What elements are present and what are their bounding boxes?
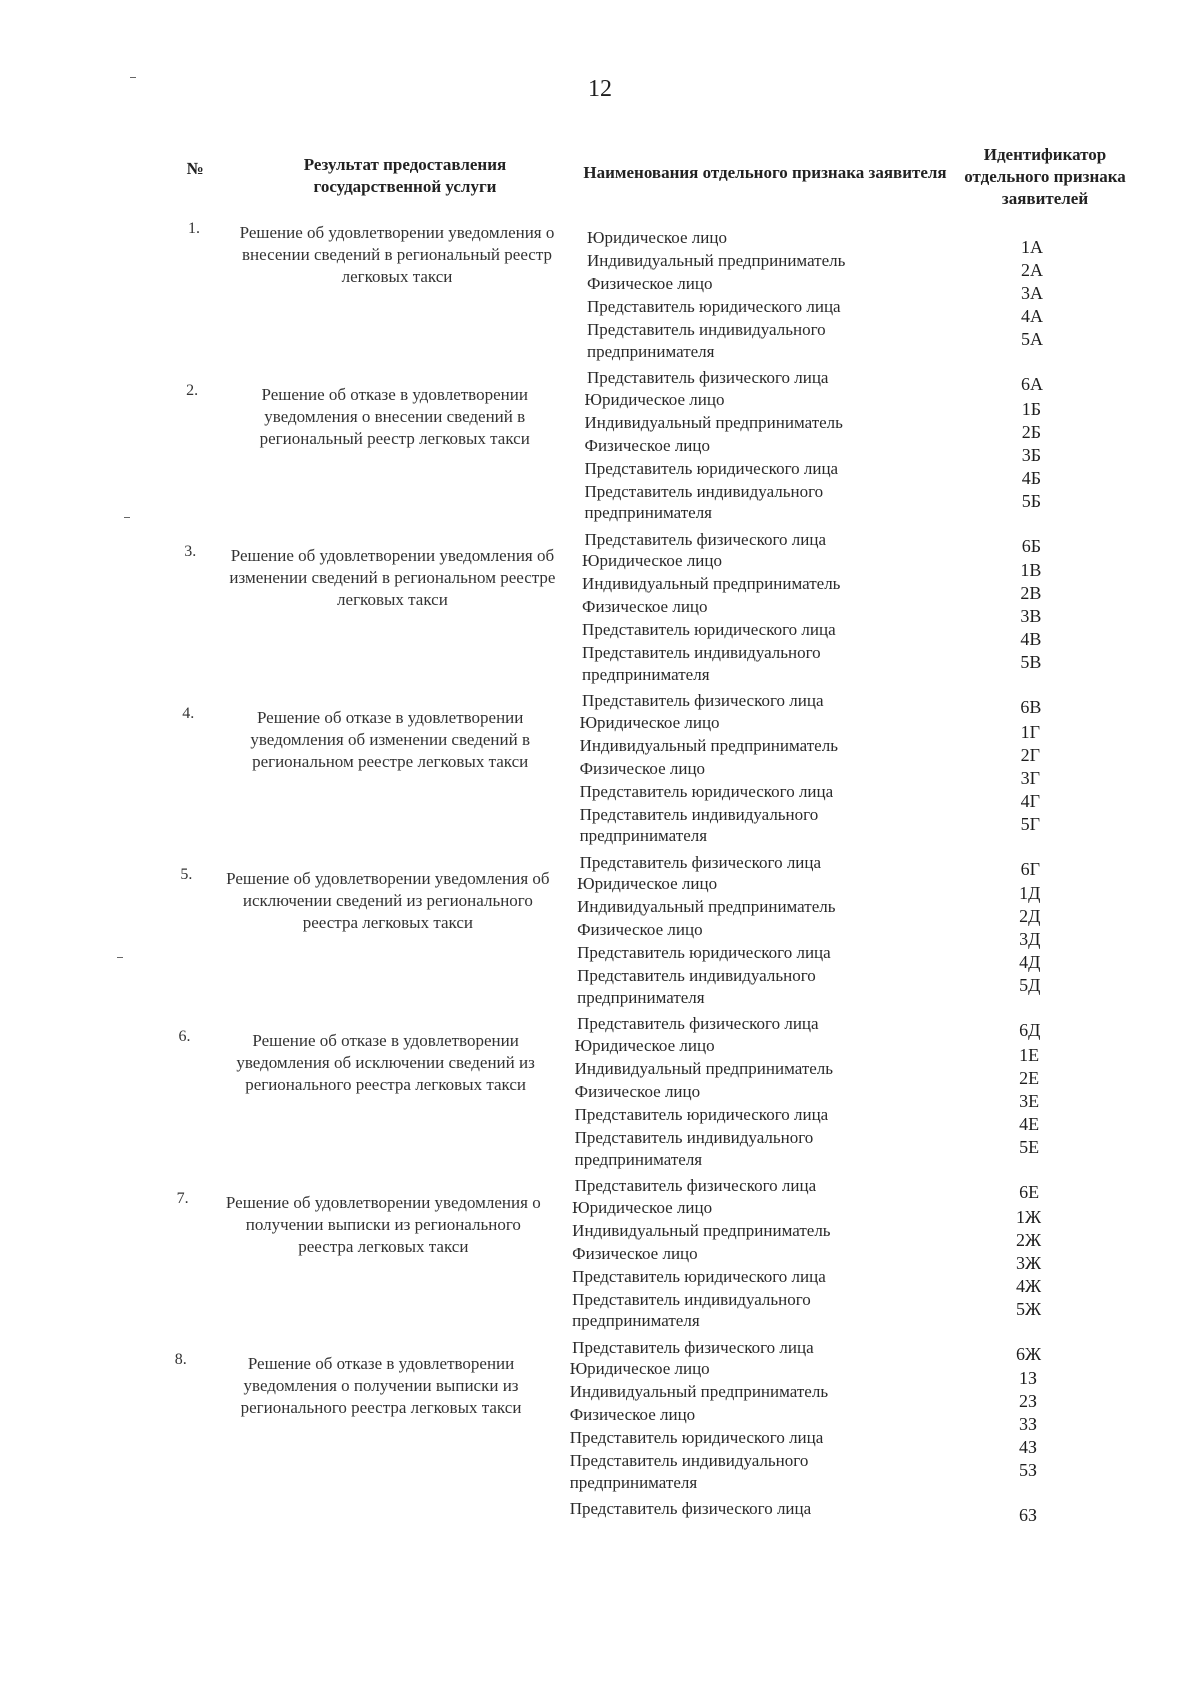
applicant-name: Индивидуальный предприниматель	[574, 1059, 834, 1078]
applicant-identifier: 2Д	[1019, 906, 1041, 927]
applicant-identifier: 3Ж	[1016, 1252, 1042, 1273]
row-number: 8.	[174, 1351, 187, 1369]
applicant-identifier: 1Д	[1019, 883, 1041, 904]
applicant-identifier: 2Ж	[1016, 1229, 1042, 1250]
applicant-name: Представитель индивидуального предпринимателя	[587, 320, 826, 361]
row-number: 4.	[182, 704, 195, 722]
applicant-name: Индивидуальный предприниматель	[582, 574, 841, 594]
result-text: Решение об удовлетворении уведомления о внесении сведений в региональный реестр легковых такси	[239, 223, 555, 286]
applicant-name: Физическое лицо	[582, 597, 708, 617]
applicant-name: Представитель физического лица	[574, 1176, 817, 1195]
applicant-identifier: 4А	[1021, 306, 1043, 326]
applicant-identifier: 3З	[1018, 1414, 1038, 1435]
applicant-name: Представитель физического лица	[582, 691, 824, 711]
applicant-name: Представитель индивидуального предпринимателя	[584, 481, 824, 523]
applicant-identifier: 6Ж	[1016, 1343, 1042, 1364]
applicant-name: Юридическое лицо	[569, 1359, 710, 1379]
applicant-name: Представитель индивидуального предпринимателя	[569, 1451, 809, 1492]
applicant-name: Представитель юридического лица	[577, 943, 831, 963]
row-number: 6.	[178, 1028, 191, 1045]
applicant-identifier: 6В	[1020, 697, 1042, 718]
applicant-identifier: 6Д	[1019, 1020, 1041, 1041]
applicant-identifier: 4Е	[1019, 1114, 1040, 1134]
applicant-name: Представитель юридического лица	[572, 1266, 826, 1286]
scan-mark	[130, 77, 136, 78]
applicant-identifier: 3Д	[1019, 929, 1041, 950]
applicant-name: Представитель индивидуального предпринимателя	[572, 1289, 811, 1331]
applicant-name: Представитель юридического лица	[574, 1105, 829, 1124]
applicant-identifier: 5А	[1021, 329, 1043, 349]
applicant-identifier: 1А	[1021, 237, 1043, 257]
applicant-identifier: 5Д	[1019, 975, 1041, 996]
applicant-name: Физическое лицо	[577, 920, 703, 940]
applicant-identifier: 4Б	[1021, 467, 1042, 488]
row-number: 2.	[186, 381, 199, 399]
applicant-name: Физическое лицо	[587, 274, 713, 293]
applicant-name: Индивидуальный предприниматель	[587, 251, 846, 270]
applicant-identifier: 3Е	[1019, 1091, 1040, 1111]
applicant-name: Представитель юридического лица	[587, 297, 841, 316]
applicant-name: Представитель юридического лица	[582, 620, 836, 640]
applicant-name: Представитель физического лица	[577, 1014, 819, 1034]
scan-mark	[124, 517, 130, 518]
applicant-identifier: 6Г	[1020, 858, 1040, 879]
applicant-identifier: 5З	[1018, 1460, 1038, 1481]
applicant-name: Представитель юридического лица	[569, 1428, 824, 1448]
applicant-name: Представитель физического лица	[569, 1499, 812, 1519]
applicant-identifier: 4Ж	[1016, 1275, 1042, 1296]
applicant-identifier: 4З	[1018, 1437, 1038, 1458]
applicant-identifier: 4В	[1020, 629, 1042, 650]
applicant-name: Представитель физического лица	[587, 368, 829, 387]
applicant-identifier: 2Е	[1019, 1068, 1040, 1088]
applicant-identifier: 5Б	[1021, 490, 1042, 511]
result-text: Решение об отказе в удовлетворении уведомления о получении выписки из регионального реестра легковых такси	[240, 1354, 522, 1418]
applicant-name: Представитель физического лица	[584, 529, 826, 549]
applicant-name: Представитель индивидуального предпринимателя	[582, 643, 821, 684]
applicant-identifier: 5Ж	[1016, 1298, 1042, 1319]
applicant-identifier: 3В	[1020, 606, 1042, 627]
applicant-name: Юридическое лицо	[574, 1036, 715, 1055]
applicant-identifier: 3А	[1021, 283, 1043, 303]
applicant-identifier: 4Г	[1020, 790, 1040, 811]
header-applicant-name: Наименования отдельного признака заявителя	[583, 163, 947, 182]
row-number: 1.	[188, 220, 200, 237]
applicant-identifier: 6Б	[1021, 535, 1042, 556]
applicant-name: Юридическое лицо	[572, 1197, 713, 1217]
page-number: 12	[588, 76, 612, 102]
applicant-identifier: 5Г	[1020, 813, 1040, 834]
result-text: Решение об удовлетворении уведомления об изменении сведений в региональном реестре легковых такси	[229, 546, 556, 610]
applicant-name: Физическое лицо	[584, 435, 710, 455]
applicant-identifier: 2Б	[1021, 421, 1042, 442]
applicant-name: Физическое лицо	[579, 758, 706, 778]
result-text: Решение об удовлетворении уведомления о получении выписки из регионального реестра легковых такси	[225, 1192, 541, 1256]
applicant-identifier: 1Ж	[1016, 1206, 1042, 1227]
applicant-identifier: 3Г	[1020, 767, 1040, 788]
applicant-identifier: 1В	[1020, 560, 1042, 581]
applicant-identifier: 5В	[1020, 652, 1042, 673]
header-number: №	[186, 159, 204, 178]
applicant-identifier: 6А	[1021, 374, 1043, 394]
result-text: Решение об отказе в удовлетворении уведомления об изменении сведений в региональном реестре легковых такси	[250, 707, 530, 771]
applicant-identifier: 5Е	[1019, 1137, 1040, 1157]
header-result: Результат предоставления государственной услуги	[303, 155, 507, 196]
row-number: 7.	[176, 1189, 189, 1207]
applicant-name: Представитель индивидуального предпринимателя	[577, 966, 816, 1007]
applicant-identifier: 1Е	[1019, 1045, 1040, 1065]
applicant-identifier: 2В	[1020, 583, 1042, 604]
header-identifier: Идентификатор отдельного признака заявителей	[964, 145, 1126, 208]
applicant-identifier: 6Е	[1019, 1182, 1040, 1202]
scan-mark	[117, 957, 123, 958]
applicant-name: Представитель индивидуального предпринимателя	[579, 804, 819, 846]
applicant-identifier: 2Г	[1020, 744, 1040, 765]
row-number: 5.	[180, 866, 193, 884]
applicant-identifier: 2З	[1018, 1391, 1038, 1412]
applicant-identifier: 3Б	[1021, 444, 1042, 465]
applicant-identifier: 1Г	[1020, 721, 1040, 742]
applicant-name: Юридическое лицо	[587, 228, 727, 247]
result-text: Решение об отказе в удовлетворении уведомления об исключении сведений из регионального реестра легковых такси	[236, 1031, 535, 1094]
applicant-identifier: 2А	[1021, 260, 1043, 280]
applicant-name: Физическое лицо	[569, 1405, 696, 1425]
applicant-identifier: 4Д	[1019, 952, 1041, 973]
applicant-name: Физическое лицо	[572, 1243, 698, 1263]
applicant-name: Представитель юридического лица	[579, 781, 834, 801]
applicant-identifier: 6З	[1018, 1505, 1038, 1526]
applicant-name: Юридическое лицо	[577, 874, 718, 894]
applicant-identifier: 1Б	[1021, 398, 1042, 419]
result-text: Решение об отказе в удовлетворении уведомления о внесении сведений в региональный реестр легковых такси	[259, 384, 530, 448]
applicant-name: Юридическое лицо	[582, 551, 723, 571]
applicant-name: Индивидуальный предприниматель	[569, 1382, 829, 1402]
row-number: 3.	[184, 543, 197, 561]
applicant-name: Представитель индивидуального предпринимателя	[574, 1128, 814, 1169]
applicant-name: Юридическое лицо	[579, 712, 720, 732]
applicant-name: Представитель физического лица	[572, 1337, 814, 1357]
applicant-name: Индивидуальный предприниматель	[584, 412, 843, 432]
applicant-name: Юридическое лицо	[584, 389, 725, 409]
result-text: Решение об удовлетворении уведомления об исключении сведений из регионального реестра легковых такси	[226, 869, 550, 933]
applicant-name: Представитель физического лица	[579, 852, 822, 872]
applicant-name: Физическое лицо	[574, 1082, 701, 1101]
applicant-name: Представитель юридического лица	[584, 458, 839, 478]
applicant-name: Индивидуальный предприниматель	[572, 1220, 831, 1240]
applicant-name: Индивидуальный предприниматель	[579, 735, 838, 755]
applicant-identifier: 1З	[1018, 1368, 1038, 1389]
applicant-name: Индивидуальный предприниматель	[577, 897, 836, 917]
